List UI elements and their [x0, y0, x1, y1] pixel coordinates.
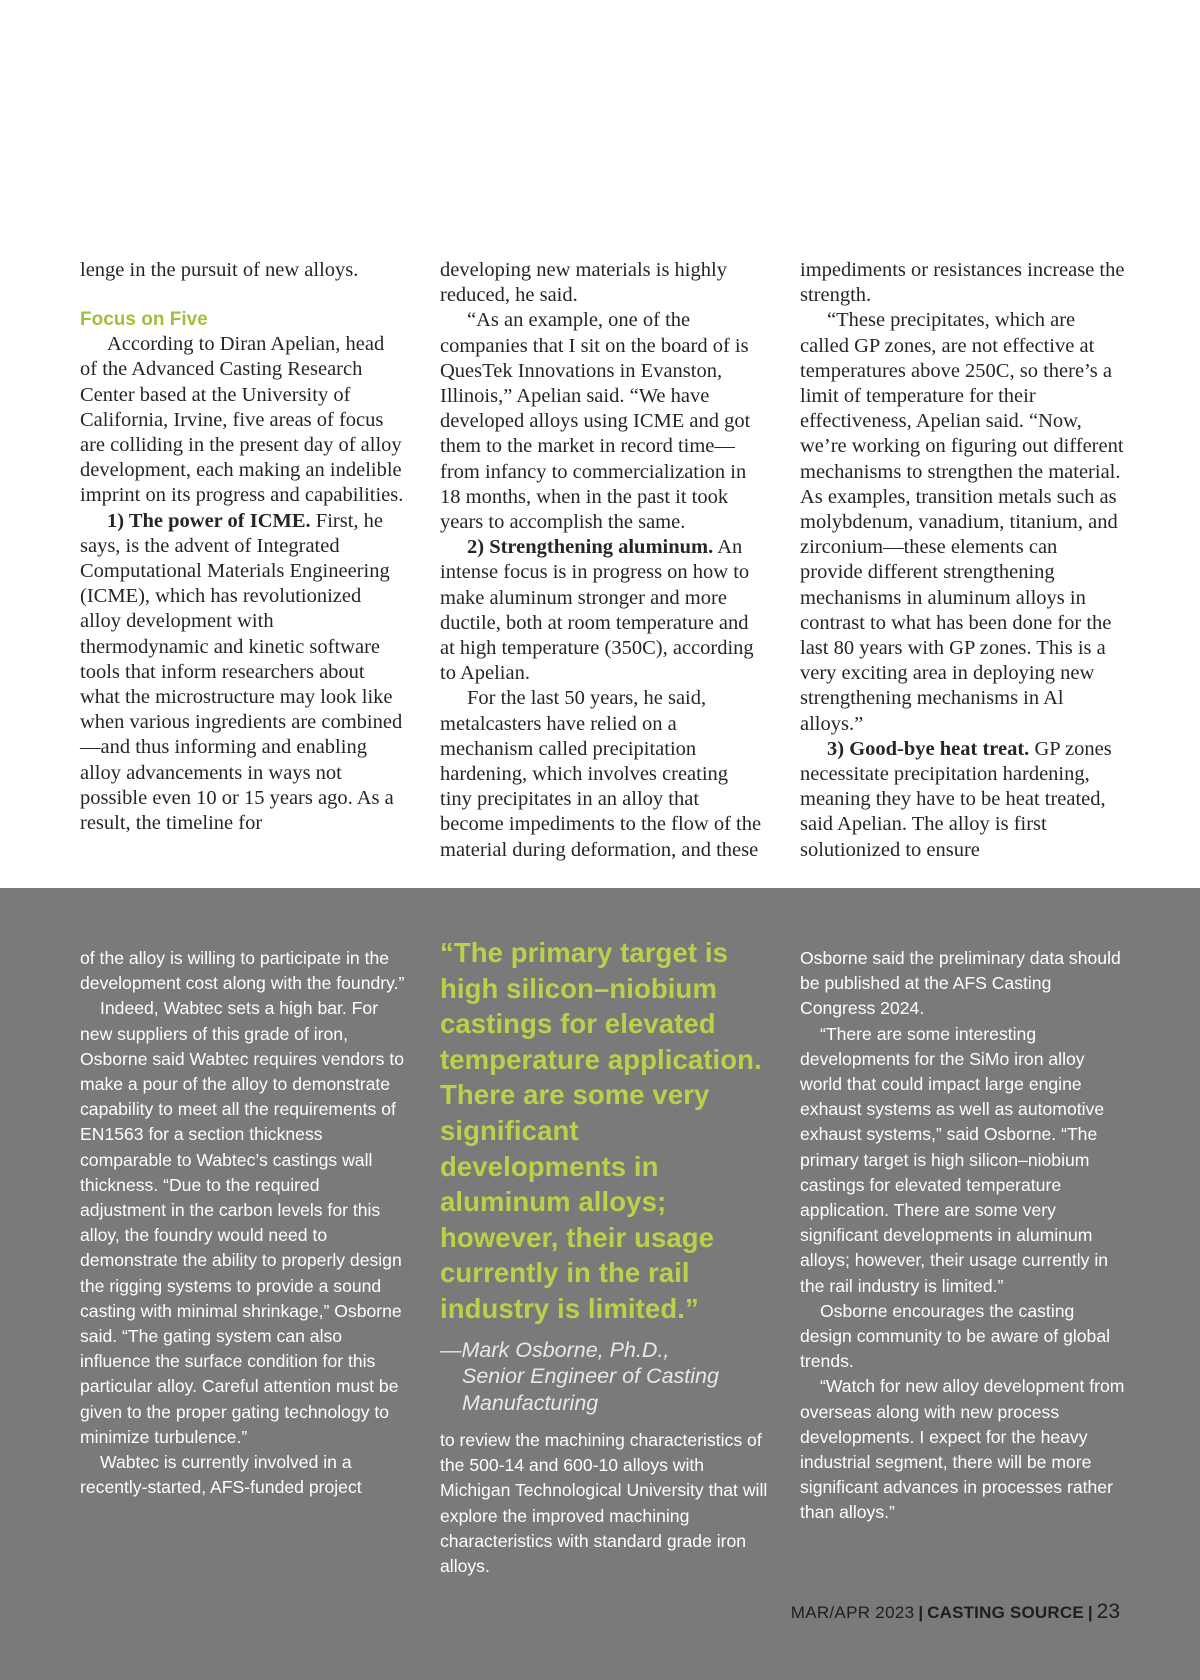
paragraph [80, 509, 405, 837]
attribution-name: —Mark Osborne, Ph.D., [440, 1337, 670, 1362]
attribution-title: Senior Engineer of Casting [462, 1364, 719, 1389]
pull-quote-text: “The primary target is high silicon–niobium castings for elevated temperature application. There are some very significant developments in aluminum alloys; however, their usage currently in the rail industry is limited.” [440, 937, 762, 1324]
paragraph-body: GP zones necessitate precipitation hardening, meaning they have to be heat treated, said Apelian. The alloy is first solutionized to ensure [800, 737, 1112, 861]
article-column-1 [80, 258, 405, 836]
footer-divider: | [1087, 1603, 1093, 1622]
paragraph: Wabtec is currently involved in a recently-started, AFS-funded project [80, 1452, 362, 1498]
paragraph: “There are some interesting developments for the SiMo iron alloy world that could impact large engine exhaust systems as well as automotive exhaust systems,” said Osborne. “The primary target is high silicon–niobium castings for elevated temperature application. There are some very significant developments in aluminum alloys; however, their usage currently in the rail industry is limited.” [800, 1023, 1109, 1296]
pull-quote [440, 935, 770, 1416]
paragraph: “These precipitates, which are called GP zones, are not effective at temperatures above 250C, so there’s a limit of temperature for their effectiveness, Apelian said. “Now, we’re working on figuring out different mechanisms to strengthen the material. As examples, transition metals such as molybdenum, vanadium, titanium, and zirconium—these elements can provide different strengthening mechanisms in aluminum alloys in contrast to what has been done for the last 80 years with GP zones. This is a very exciting area in deploying new strengthening mechanisms in Al alloys.” [800, 309, 1124, 735]
paragraph: Osborne said the preliminary data should be published at the AFS Casting Congress 2024. [800, 948, 1121, 1019]
paragraph: According to Diran Apelian, head of the Advanced Casting Research Center based at the University of California, Irvine, five areas of focus are colliding in the present day of alloy development, each making an indelible imprint on its progress and capabilities. [80, 333, 404, 507]
page-footer [791, 1600, 1120, 1624]
magazine-title: CASTING SOURCE [927, 1603, 1084, 1622]
attribution-title-cont: Manufacturing [462, 1390, 599, 1415]
pull-quote-attribution [440, 1337, 770, 1417]
paragraph: For the last 50 years, he said, metalcasters have relied on a mechanism called precipitation hardening, which involves creating tiny precipitates in an alloy that become impediments to the flow of the material during deformation, and these [440, 687, 762, 861]
paragraph: to review the machining characteristics of the 500-14 and 600-10 alloys with Michigan Technological University that will explore the improved machining characteristics with standard grade iron alloys. [440, 1430, 768, 1577]
paragraph-body: First, he says, is the advent of Integrated Computational Materials Engineering (ICME), which has revolutionized alloy development with thermodynamic and kinetic software tools that inform researchers about what the microstructure may look like when various ingredients are combined—and thus informing and enabling alloy advancements in ways not possible even 10 or 15 years ago. As a result, the timeline for [80, 509, 403, 835]
paragraph: of the alloy is willing to participate in the development cost along with the foundry.” [80, 948, 405, 994]
sidebar-column-3 [800, 946, 1130, 1526]
paragraph: Indeed, Wabtec sets a high bar. For new suppliers of this grade of iron, Osborne said Wabtec requires vendors to make a pour of the alloy to demonstrate capability to meet all the requirements of EN1563 for a section thickness comparable to Wabtec’s castings wall thickness. “Due to the required adjustment in the carbon levels for this alloy, the foundry would need to demonstrate the ability to properly design the rigging systems to provide a sound casting with minimal shrinkage,” Osborne said. “The gating system can also influence the surface condition for this particular alloy. Careful attention must be given to the proper gating technology to minimize turbulence.” [80, 998, 405, 1447]
section-heading: Focus on Five [80, 309, 208, 331]
paragraph: impediments or resistances increase the strength. [800, 259, 1125, 307]
paragraph-lead: 3) Good-bye heat treat. [827, 737, 1030, 760]
paragraph [800, 737, 1125, 863]
paragraph: developing new materials is highly reduced, he said. [440, 259, 727, 307]
article-column-3 [800, 258, 1125, 863]
article-column-2 [440, 258, 765, 863]
paragraph: “Watch for new alloy development from overseas along with new process developments. I expect for the heavy industrial segment, there will be more significant advances in processes rather than alloys.” [800, 1376, 1125, 1523]
paragraph-lead: 2) Strengthening aluminum. [467, 536, 714, 559]
paragraph-lead: 1) The power of ICME. [107, 509, 311, 532]
paragraph: lenge in the pursuit of new alloys. [80, 259, 359, 281]
issue-date: MAR/APR 2023 [790, 1603, 915, 1622]
footer-divider: | [918, 1603, 924, 1622]
paragraph [440, 535, 765, 686]
paragraph: Osborne encourages the casting design community to be aware of global trends. [800, 1300, 1111, 1372]
sidebar-column-1 [80, 946, 410, 1500]
paragraph-body: An intense focus is in progress on how to make aluminum stronger and more ductile, both at room temperature and at high temperature (350C), according to Apelian. [440, 536, 754, 685]
page-number: 23 [1096, 1600, 1120, 1623]
sidebar-column-2 [440, 1428, 770, 1579]
paragraph: “As an example, one of the companies that I sit on the board of is QuesTek Innovations in Evanston, Illinois,” Apelian said. “We have developed alloys using ICME and got them to the market in record time—from infancy to commercialization in 18 months, when in the past it took years to accomplish the same. [440, 309, 751, 534]
